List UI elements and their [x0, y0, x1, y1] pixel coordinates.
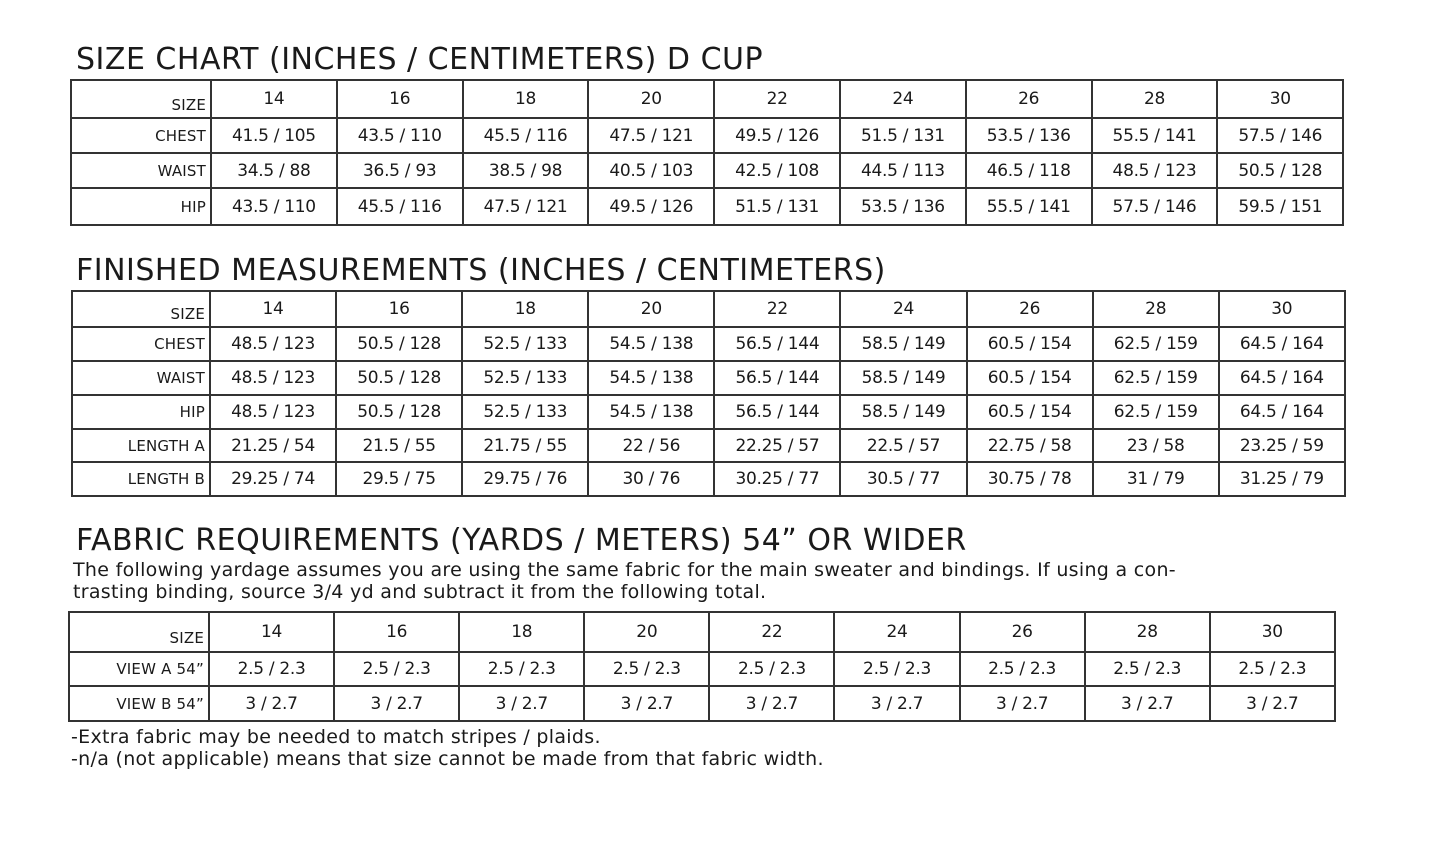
table-cell: 58.5 / 149 [840, 395, 966, 429]
table-row [72, 395, 1345, 429]
table-cell: 3 / 2.7 [209, 686, 334, 721]
table-cell: 62.5 / 159 [1093, 361, 1219, 395]
table-cell: 57.5 / 146 [1092, 188, 1218, 225]
table-cell: 64.5 / 164 [1219, 395, 1345, 429]
table-cell: 29.5 / 75 [336, 462, 462, 496]
table-row [72, 361, 1345, 395]
table-cell: 22.25 / 57 [714, 429, 840, 462]
table-cell: 50.5 / 128 [336, 395, 462, 429]
table-cell: 2.5 / 2.3 [1085, 652, 1210, 686]
table-cell: 31 / 79 [1093, 462, 1219, 496]
size-col-header: 22 [709, 612, 834, 652]
table-cell: 41.5 / 105 [211, 118, 337, 153]
size-col-header: 16 [337, 80, 463, 118]
size-header-label: SIZE [72, 291, 210, 327]
table-cell: 50.5 / 128 [336, 327, 462, 361]
table-cell: 59.5 / 151 [1217, 188, 1343, 225]
table-cell: 47.5 / 121 [588, 118, 714, 153]
table-cell: 30.5 / 77 [840, 462, 966, 496]
table-cell: 2.5 / 2.3 [709, 652, 834, 686]
table-cell: 30 / 76 [588, 462, 714, 496]
table-cell: 54.5 / 138 [588, 327, 714, 361]
row-label: WAIST [72, 361, 210, 395]
size-col-header: 20 [588, 291, 714, 327]
row-label: CHEST [72, 327, 210, 361]
table-cell: 43.5 / 110 [211, 188, 337, 225]
table-cell: 45.5 / 116 [463, 118, 589, 153]
fabric-intro-line-1: The following yardage assumes you are using the same fabric for the main sweater and bindings. If using a con- [73, 559, 1176, 581]
row-label: CHEST [71, 118, 211, 153]
table-cell: 44.5 / 113 [840, 153, 966, 188]
table-cell: 2.5 / 2.3 [960, 652, 1085, 686]
table-cell: 29.25 / 74 [210, 462, 336, 496]
table-cell: 2.5 / 2.3 [1210, 652, 1335, 686]
size-col-header: 20 [588, 80, 714, 118]
fabric-requirements-title: FABRIC REQUIREMENTS (YARDS / METERS) 54” OR WIDER [76, 523, 967, 558]
row-label: HIP [71, 188, 211, 225]
fabric-requirements-header-row [69, 612, 1335, 652]
size-col-header: 30 [1217, 80, 1343, 118]
table-cell: 21.25 / 54 [210, 429, 336, 462]
table-cell: 51.5 / 131 [714, 188, 840, 225]
row-label: HIP [72, 395, 210, 429]
table-cell: 53.5 / 136 [966, 118, 1092, 153]
table-cell: 50.5 / 128 [336, 361, 462, 395]
table-cell: 48.5 / 123 [210, 361, 336, 395]
table-cell: 56.5 / 144 [714, 395, 840, 429]
table-cell: 64.5 / 164 [1219, 361, 1345, 395]
table-cell: 22 / 56 [588, 429, 714, 462]
table-cell: 3 / 2.7 [834, 686, 959, 721]
size-col-header: 18 [463, 80, 589, 118]
table-cell: 48.5 / 123 [210, 395, 336, 429]
table-cell: 3 / 2.7 [1210, 686, 1335, 721]
size-col-header: 24 [834, 612, 959, 652]
table-row [71, 118, 1343, 153]
size-col-header: 30 [1219, 291, 1345, 327]
table-cell: 40.5 / 103 [588, 153, 714, 188]
row-label: VIEW A 54” [69, 652, 209, 686]
table-cell: 2.5 / 2.3 [209, 652, 334, 686]
table-cell: 58.5 / 149 [840, 327, 966, 361]
table-cell: 53.5 / 136 [840, 188, 966, 225]
table-cell: 2.5 / 2.3 [584, 652, 709, 686]
size-col-header: 22 [714, 291, 840, 327]
table-cell: 3 / 2.7 [1085, 686, 1210, 721]
table-cell: 2.5 / 2.3 [459, 652, 584, 686]
size-col-header: 14 [209, 612, 334, 652]
table-cell: 29.75 / 76 [462, 462, 588, 496]
table-cell: 31.25 / 79 [1219, 462, 1345, 496]
table-cell: 23.25 / 59 [1219, 429, 1345, 462]
size-col-header: 16 [336, 291, 462, 327]
table-cell: 21.5 / 55 [336, 429, 462, 462]
size-chart-title: SIZE CHART (INCHES / CENTIMETERS) D CUP [76, 42, 764, 77]
row-label: VIEW B 54” [69, 686, 209, 721]
table-cell: 60.5 / 154 [967, 361, 1093, 395]
row-label: LENGTH A [72, 429, 210, 462]
table-cell: 3 / 2.7 [334, 686, 459, 721]
finished-measurements-title: FINISHED MEASUREMENTS (INCHES / CENTIMETERS) [76, 253, 886, 288]
table-cell: 38.5 / 98 [463, 153, 589, 188]
size-col-header: 30 [1210, 612, 1335, 652]
table-cell: 64.5 / 164 [1219, 327, 1345, 361]
table-row [71, 188, 1343, 225]
finished-measurements-header-row [72, 291, 1345, 327]
table-cell: 52.5 / 133 [462, 361, 588, 395]
table-cell: 54.5 / 138 [588, 395, 714, 429]
table-cell: 3 / 2.7 [459, 686, 584, 721]
table-cell: 3 / 2.7 [709, 686, 834, 721]
table-cell: 36.5 / 93 [337, 153, 463, 188]
table-cell: 43.5 / 110 [337, 118, 463, 153]
table-cell: 34.5 / 88 [211, 153, 337, 188]
table-cell: 55.5 / 141 [1092, 118, 1218, 153]
size-col-header: 26 [960, 612, 1085, 652]
table-cell: 62.5 / 159 [1093, 395, 1219, 429]
table-row [72, 462, 1345, 496]
table-cell: 58.5 / 149 [840, 361, 966, 395]
table-cell: 3 / 2.7 [584, 686, 709, 721]
fabric-requirements-table [68, 611, 1336, 722]
table-cell: 22.5 / 57 [840, 429, 966, 462]
finished-measurements-table [71, 290, 1346, 497]
table-cell: 56.5 / 144 [714, 327, 840, 361]
table-cell: 60.5 / 154 [967, 327, 1093, 361]
fabric-intro-line-2: trasting binding, source 3/4 yd and subtract it from the following total. [73, 581, 767, 603]
size-col-header: 26 [967, 291, 1093, 327]
table-cell: 57.5 / 146 [1217, 118, 1343, 153]
size-header-label: SIZE [71, 80, 211, 118]
table-cell: 30.75 / 78 [967, 462, 1093, 496]
size-col-header: 28 [1085, 612, 1210, 652]
size-col-header: 24 [840, 291, 966, 327]
table-row [69, 652, 1335, 686]
table-cell: 52.5 / 133 [462, 395, 588, 429]
size-col-header: 18 [462, 291, 588, 327]
table-cell: 52.5 / 133 [462, 327, 588, 361]
size-col-header: 28 [1092, 80, 1218, 118]
table-cell: 45.5 / 116 [337, 188, 463, 225]
table-cell: 22.75 / 58 [967, 429, 1093, 462]
table-cell: 47.5 / 121 [463, 188, 589, 225]
table-row [69, 686, 1335, 721]
table-cell: 49.5 / 126 [588, 188, 714, 225]
size-col-header: 20 [584, 612, 709, 652]
table-row [72, 327, 1345, 361]
table-cell: 48.5 / 123 [210, 327, 336, 361]
table-row [71, 153, 1343, 188]
table-cell: 56.5 / 144 [714, 361, 840, 395]
size-chart-table [70, 79, 1344, 226]
row-label: WAIST [71, 153, 211, 188]
table-cell: 62.5 / 159 [1093, 327, 1219, 361]
table-cell: 51.5 / 131 [840, 118, 966, 153]
size-col-header: 14 [211, 80, 337, 118]
table-cell: 48.5 / 123 [1092, 153, 1218, 188]
size-col-header: 26 [966, 80, 1092, 118]
size-col-header: 28 [1093, 291, 1219, 327]
table-cell: 2.5 / 2.3 [334, 652, 459, 686]
size-col-header: 14 [210, 291, 336, 327]
table-cell: 30.25 / 77 [714, 462, 840, 496]
size-col-header: 22 [714, 80, 840, 118]
table-cell: 54.5 / 138 [588, 361, 714, 395]
size-header-label: SIZE [69, 612, 209, 652]
size-chart-header-row [71, 80, 1343, 118]
size-col-header: 18 [459, 612, 584, 652]
fabric-note-1: -Extra fabric may be needed to match stripes / plaids. [71, 726, 601, 748]
row-label: LENGTH B [72, 462, 210, 496]
table-cell: 49.5 / 126 [714, 118, 840, 153]
table-cell: 23 / 58 [1093, 429, 1219, 462]
table-cell: 2.5 / 2.3 [834, 652, 959, 686]
size-col-header: 24 [840, 80, 966, 118]
table-cell: 21.75 / 55 [462, 429, 588, 462]
fabric-note-2: -n/a (not applicable) means that size cannot be made from that fabric width. [71, 748, 824, 770]
table-cell: 46.5 / 118 [966, 153, 1092, 188]
table-cell: 42.5 / 108 [714, 153, 840, 188]
table-row [72, 429, 1345, 462]
table-cell: 3 / 2.7 [960, 686, 1085, 721]
size-col-header: 16 [334, 612, 459, 652]
table-cell: 60.5 / 154 [967, 395, 1093, 429]
table-cell: 50.5 / 128 [1217, 153, 1343, 188]
table-cell: 55.5 / 141 [966, 188, 1092, 225]
